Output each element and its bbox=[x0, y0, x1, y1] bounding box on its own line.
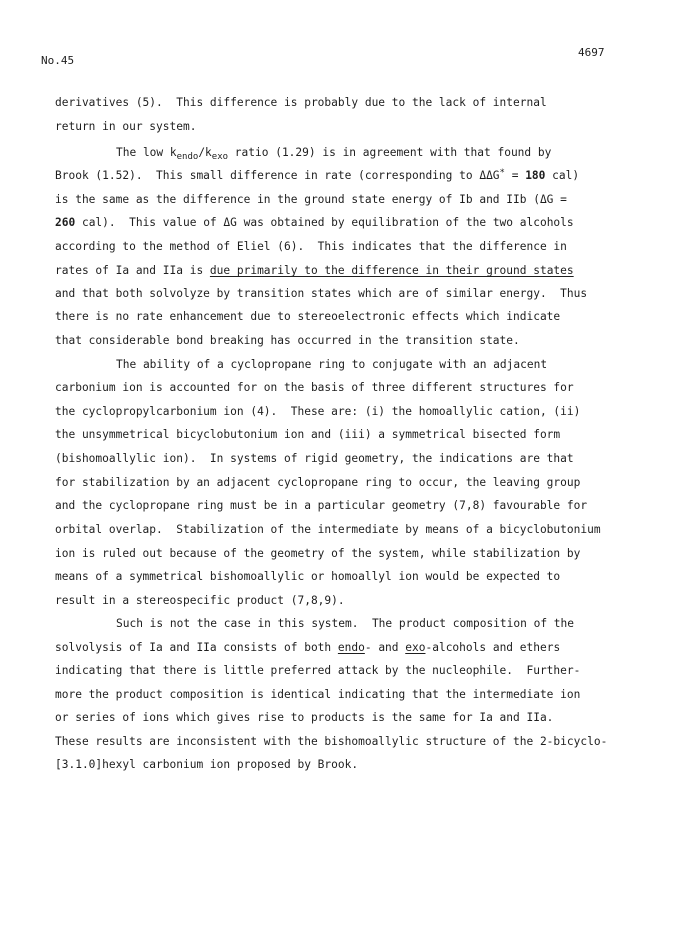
text-line: more the product composition is identical indicating that the intermediate ion bbox=[55, 688, 581, 701]
text-line: solvolysis of Ia and IIa consists of both endo- and exo-alcohols and ethers bbox=[55, 641, 561, 654]
text-line: 260 cal). This value of ΔG was obtained by equilibration of the two alcohols bbox=[55, 216, 574, 229]
text-line: result in a stereospecific product (7,8,9). bbox=[55, 594, 345, 607]
text-line: The ability of a cyclopropane ring to conjugate with an adjacent bbox=[116, 358, 548, 371]
text-line: [3.1.0]hexyl carbonium ion proposed by Brook. bbox=[55, 758, 359, 771]
text-line: The low $k_{endo}/k_{exo}$ ratio (1.29) is in agreement with that found by bbox=[116, 146, 552, 162]
text-line: orbital overlap. Stabilization of the intermediate by means of a bicyclobutonium bbox=[55, 523, 601, 536]
text-line: there is no rate enhancement due to stereoelectronic effects which indicate bbox=[55, 310, 561, 323]
text-line: and that both solvolyze by transition states which are of similar energy. Thus bbox=[55, 287, 588, 300]
text-line: carbonium ion is accounted for on the basis of three different structures for bbox=[55, 381, 574, 394]
text-line: (bishomoallylic ion). In systems of rigid geometry, the indications are that bbox=[55, 452, 574, 465]
text-line: according to the method of Eliel (6). This indicates that the difference in bbox=[55, 240, 567, 253]
text-line: is the same as the difference in the ground state energy of Ib and IIb (ΔG = bbox=[55, 193, 567, 206]
text-line: Brook (1.52). This small difference in rate (corresponding to ΔΔG* = 180 cal) bbox=[55, 168, 580, 182]
text-line: Such is not the case in this system. The product composition of the bbox=[116, 617, 575, 630]
subscript-endo: endo bbox=[176, 152, 199, 162]
text-line: that considerable bond breaking has occurred in the transition state. bbox=[55, 334, 520, 347]
text-line: and the cyclopropane ring must be in a particular geometry (7,8) favourable for bbox=[55, 499, 588, 512]
text-line: the unsymmetrical bicyclobutonium ion and (iii) a symmetrical bisected form bbox=[55, 428, 561, 441]
text-line: rates of Ia and IIa is due primarily to the difference in their ground states bbox=[55, 264, 574, 277]
text-line: return in our system. bbox=[55, 120, 197, 133]
journal-issue-label: No.45 bbox=[41, 54, 75, 67]
underlined-phrase: due primarily to the difference in their ground states bbox=[209, 264, 574, 277]
text-line: These results are inconsistent with the bishomoallylic structure of the 2-bicyclo- bbox=[55, 735, 608, 748]
text-line: means of a symmetrical bishomoallylic or homoallyl ion would be expected to bbox=[55, 570, 561, 583]
text-line: the cyclopropylcarbonium ion (4). These are: (i) the homoallylic cation, (ii) bbox=[55, 405, 581, 418]
text-line: derivatives (5). This difference is probably due to the lack of internal bbox=[55, 96, 547, 109]
subscript-exo: exo bbox=[211, 152, 229, 162]
text-line: ion is ruled out because of the geometry of the system, while stabilization by bbox=[55, 547, 581, 560]
text-line: for stabilization by an adjacent cyclopropane ring to occur, the leaving group bbox=[55, 476, 581, 489]
text-line: or series of ions which gives rise to products is the same for Ia and IIa. bbox=[55, 711, 554, 724]
text-line: indicating that there is little preferred attack by the nucleophile. Further- bbox=[55, 664, 581, 677]
page-number: 4697 bbox=[578, 46, 605, 59]
